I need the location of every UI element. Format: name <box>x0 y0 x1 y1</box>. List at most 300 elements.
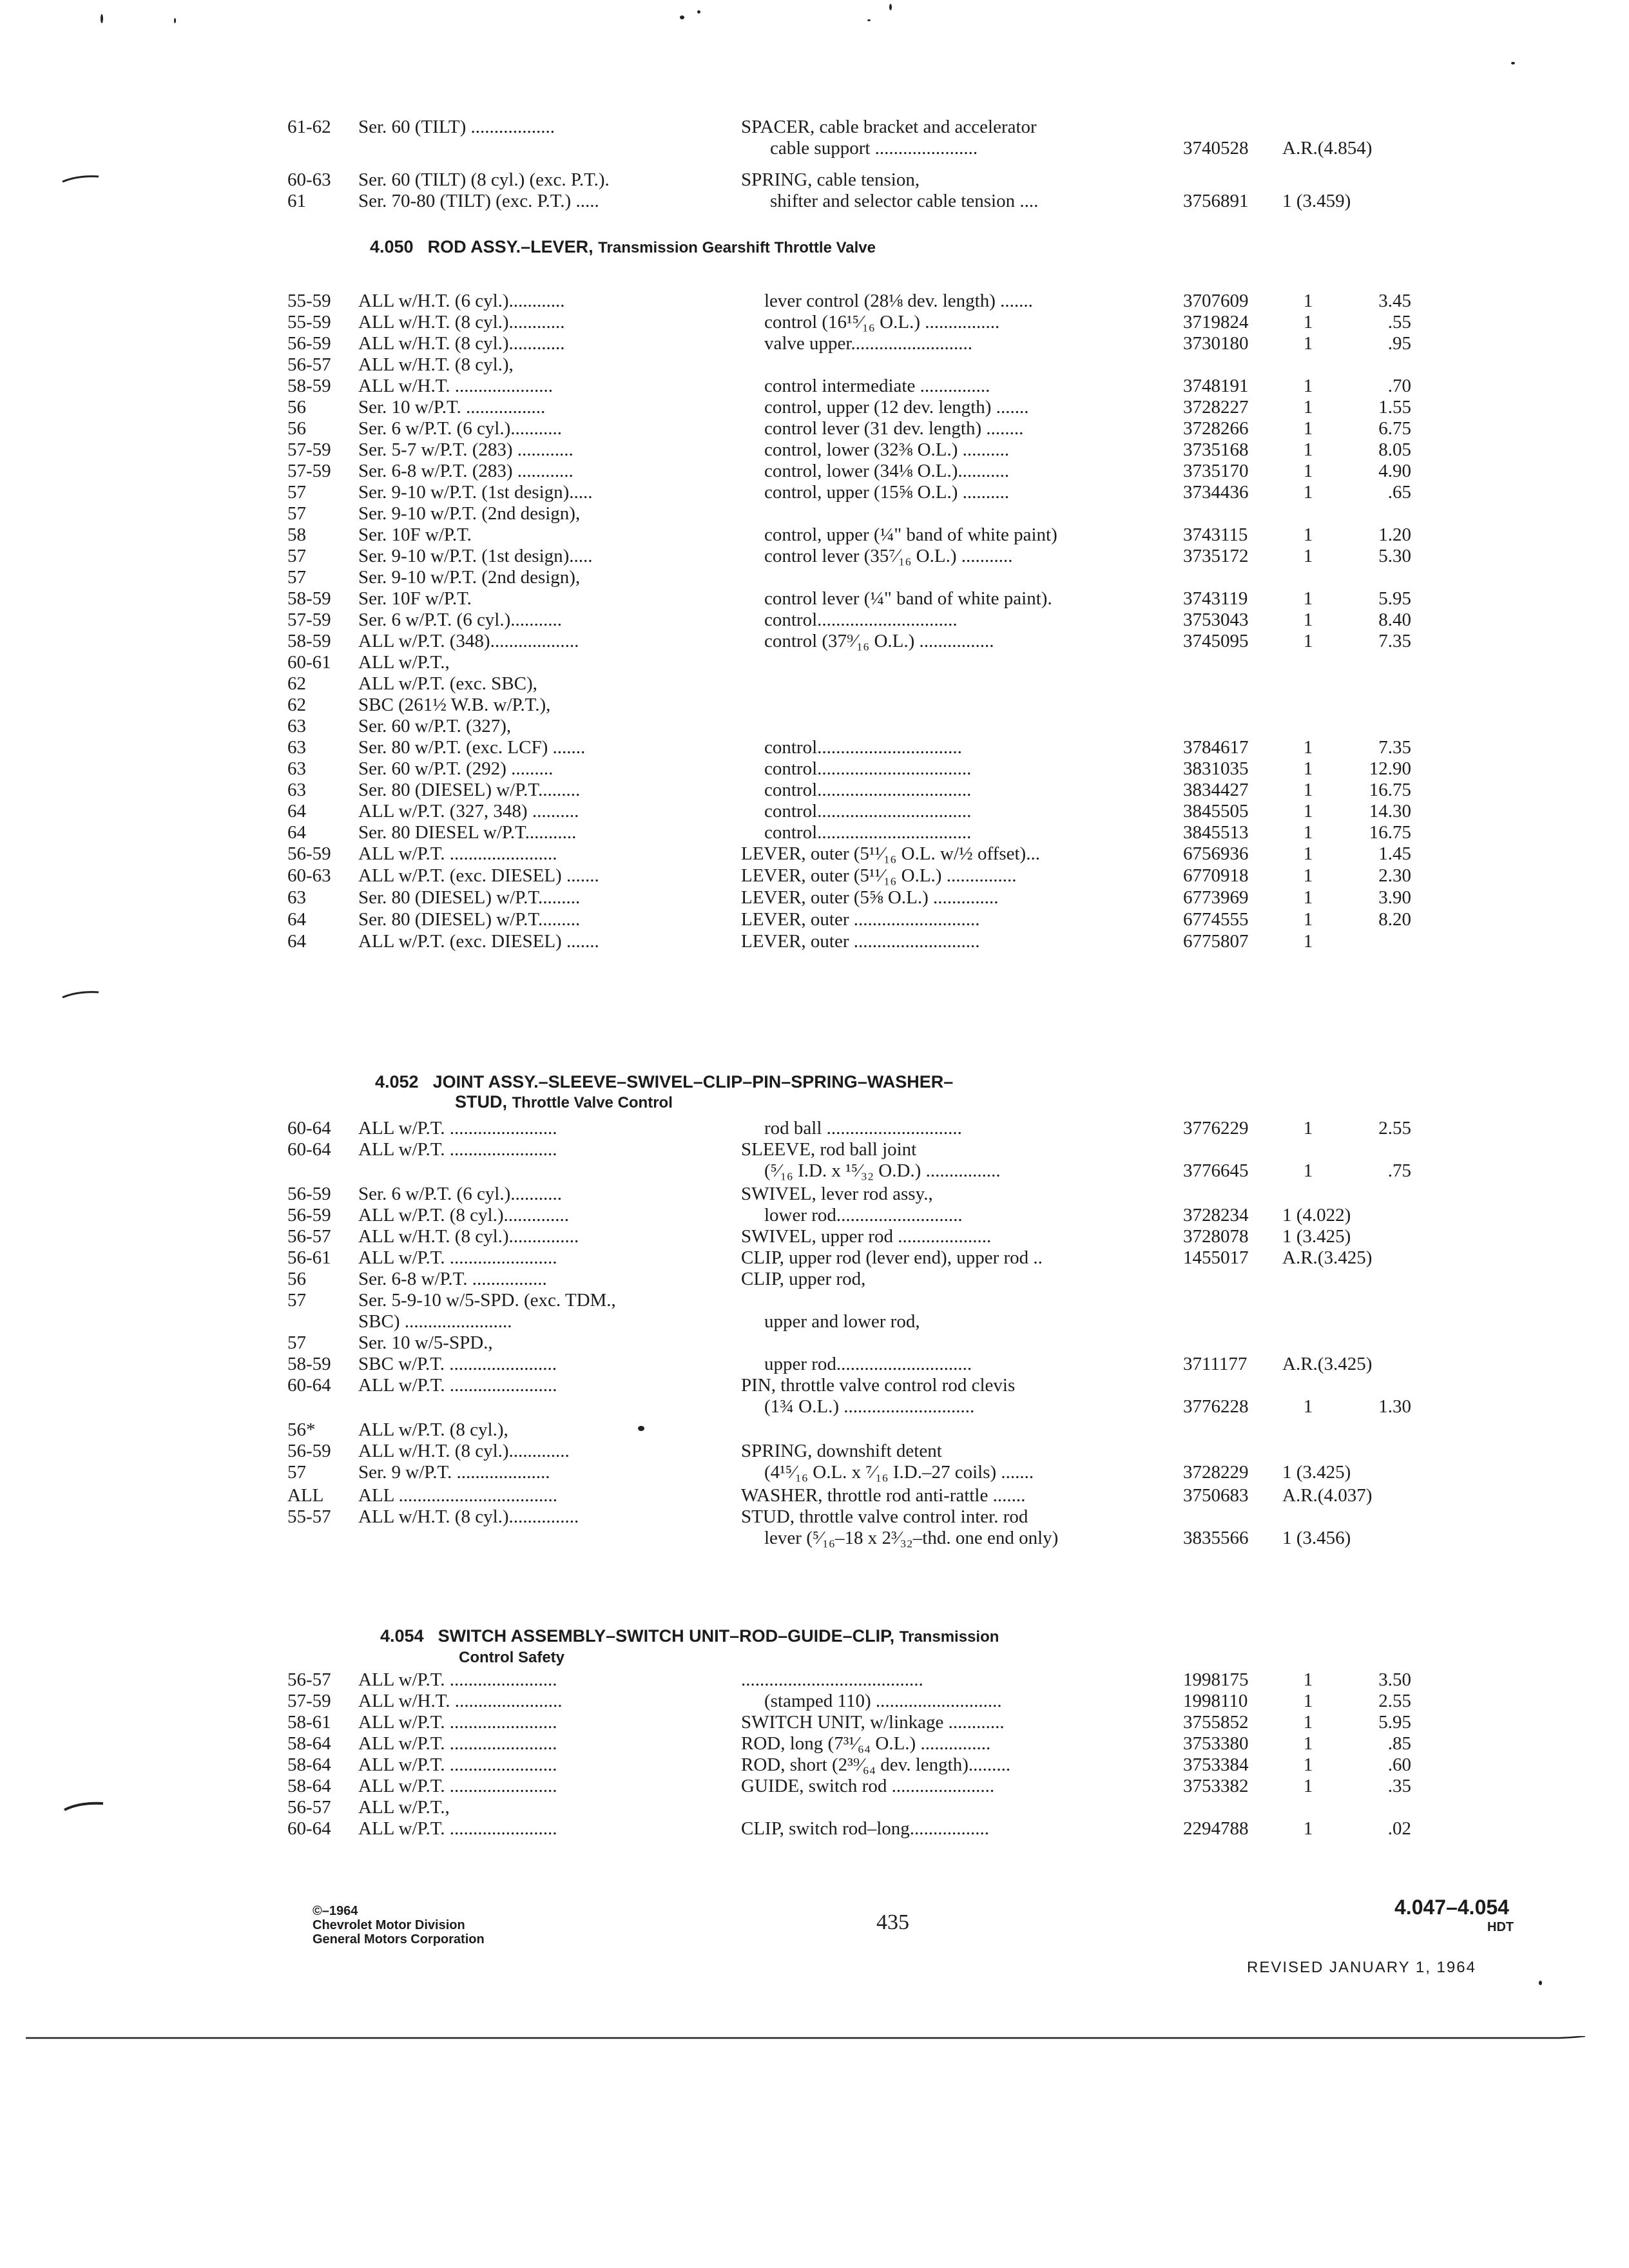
year-cell: 57-59 <box>287 1691 331 1711</box>
table-row <box>0 1311 1629 1332</box>
table-row <box>0 758 1629 780</box>
scan-speck <box>174 18 176 23</box>
description-cell: ROD, short (2³⁹⁄₆₄ dev. length)......... <box>741 1754 1011 1775</box>
description-cell: LEVER, outer (5⅝ O.L.) .............. <box>741 887 999 908</box>
year-cell: 56-59 <box>287 843 331 864</box>
description-cell: (stamped 110) ........................... <box>764 1691 1002 1711</box>
table-row <box>0 545 1629 567</box>
page-number: 435 <box>876 1910 909 1934</box>
part-number-cell: 3728266 <box>1183 418 1249 439</box>
year-cell: 63 <box>287 887 306 908</box>
quantity-cell: 1 (4.022) <box>1282 1205 1351 1225</box>
year-cell: 58-61 <box>287 1712 331 1733</box>
description-cell: lever (⁵⁄₁₆–18 x 2³⁄₃₂–thd. one end only) <box>764 1528 1059 1548</box>
part-number-cell: 3845513 <box>1183 822 1249 843</box>
model-cell: Ser. 80 DIESEL w/P.T........... <box>358 822 577 843</box>
quantity-cell: 1 <box>1303 1818 1313 1839</box>
model-cell: ALL w/H.T. (8 cyl.)............. <box>358 1441 570 1461</box>
price-cell: .65 <box>1387 482 1411 503</box>
model-cell: ALL w/H.T. (8 cyl.)............ <box>358 333 565 354</box>
table-row <box>0 1289 1629 1311</box>
price-cell: 14.30 <box>1369 801 1411 822</box>
model-cell: ALL w/P.T. (348)................... <box>358 631 579 651</box>
section-title: JOINT ASSY.–SLEEVE–SWIVEL–CLIP–PIN–SPRING–WASHER– <box>432 1072 954 1091</box>
year-cell: 56-59 <box>287 1184 331 1204</box>
description-cell: control lever (31 dev. length) ........ <box>764 418 1024 439</box>
model-cell: Ser. 6 w/P.T. (6 cyl.)........... <box>358 1184 563 1204</box>
description-cell: SLEEVE, rod ball joint <box>741 1139 917 1160</box>
section-number: 4.054 <box>380 1626 424 1646</box>
section-title: ROD ASSY.–LEVER, <box>427 237 593 256</box>
table-row <box>0 930 1629 952</box>
price-cell: 4.90 <box>1378 461 1411 481</box>
model-cell: ALL w/H.T. (8 cyl.), <box>358 354 514 375</box>
description-cell: LEVER, outer (5¹¹⁄₁₆ O.L. w/½ offset)... <box>741 843 1040 864</box>
description-cell: SWIVEL, upper rod .................... <box>741 1226 992 1247</box>
table-row <box>0 1733 1629 1754</box>
publisher-corporation: General Motors Corporation <box>313 1932 485 1946</box>
description-cell: ....................................... <box>741 1669 923 1690</box>
price-cell: 5.95 <box>1378 588 1411 609</box>
description-cell: control................................. <box>764 758 972 779</box>
model-cell: SBC) ....................... <box>358 1311 512 1332</box>
quantity-cell: 1 <box>1303 397 1313 418</box>
price-cell: .55 <box>1387 312 1411 332</box>
model-cell: Ser. 60 (TILT) (8 cyl.) (exc. P.T.). <box>358 169 610 190</box>
description-cell: SPRING, downshift detent <box>741 1441 942 1461</box>
table-row <box>0 1775 1629 1797</box>
quantity-cell: A.R.(4.037) <box>1282 1485 1373 1506</box>
scan-speck <box>697 10 700 14</box>
price-cell: 1.55 <box>1378 397 1411 418</box>
model-cell: ALL w/P.T. (327, 348) .......... <box>358 801 579 822</box>
part-number-cell: 3735172 <box>1183 546 1249 566</box>
model-cell: SBC (261½ W.B. w/P.T.), <box>358 695 551 715</box>
description-cell: control, upper (15⅝ O.L.) .......... <box>764 482 1010 503</box>
table-row <box>0 1669 1629 1691</box>
price-cell: 2.55 <box>1378 1118 1411 1139</box>
table-row <box>0 779 1629 801</box>
table-row <box>0 822 1629 843</box>
description-cell: lower rod........................... <box>764 1205 963 1225</box>
model-cell: Ser. 9-10 w/P.T. (1st design)..... <box>358 482 593 503</box>
year-cell: 60-64 <box>287 1375 331 1396</box>
bottom-rule <box>26 2036 1585 2040</box>
year-cell: 63 <box>287 780 306 800</box>
model-cell: Ser. 80 (DIESEL) w/P.T......... <box>358 887 581 908</box>
year-cell: 56 <box>287 418 306 439</box>
description-cell: CLIP, switch rod–long................. <box>741 1818 990 1839</box>
model-cell: ALL w/P.T. ....................... <box>358 1754 557 1775</box>
description-cell: control lever (¼" band of white paint). <box>764 588 1052 609</box>
quantity-cell: 1 <box>1303 931 1313 952</box>
price-cell: .95 <box>1387 333 1411 354</box>
year-cell: 64 <box>287 931 306 952</box>
quantity-cell: 1 <box>1303 780 1313 800</box>
table-row <box>0 396 1629 418</box>
model-cell: Ser. 6-8 w/P.T. ................ <box>358 1269 547 1289</box>
part-number-cell: 3784617 <box>1183 737 1249 758</box>
year-cell: 55-59 <box>287 312 331 332</box>
part-number-cell: 3845505 <box>1183 801 1249 822</box>
year-cell: 58 <box>287 524 306 545</box>
part-number-cell: 2294788 <box>1183 1818 1249 1839</box>
table-row <box>0 1419 1629 1441</box>
table-row <box>0 865 1629 887</box>
model-cell: Ser. 60 w/P.T. (327), <box>358 716 512 736</box>
year-cell: 57 <box>287 1332 306 1353</box>
price-cell: 3.50 <box>1378 1669 1411 1690</box>
model-cell: Ser. 9-10 w/P.T. (1st design)..... <box>358 546 593 566</box>
scan-speck <box>1511 62 1515 64</box>
price-cell: 6.75 <box>1378 418 1411 439</box>
table-row <box>0 1183 1629 1205</box>
quantity-cell: A.R.(4.854) <box>1282 138 1373 159</box>
year-cell: 57 <box>287 482 306 503</box>
year-cell: 58-64 <box>287 1776 331 1796</box>
description-cell: lever control (28⅛ dev. length) ....... <box>764 291 1033 311</box>
quantity-cell: 1 <box>1303 909 1313 930</box>
description-cell: control, upper (12 dev. length) ....... <box>764 397 1029 418</box>
section-number: 4.050 <box>370 237 414 256</box>
year-cell: 58-59 <box>287 631 331 651</box>
model-cell: Ser. 80 (DIESEL) w/P.T......... <box>358 909 581 930</box>
description-cell: cable support ...................... <box>770 138 978 159</box>
description-cell: CLIP, upper rod (lever end), upper rod .. <box>741 1247 1043 1268</box>
model-cell: Ser. 10 w/P.T. ................. <box>358 397 546 418</box>
margin-mark <box>63 1801 104 1811</box>
year-cell: 63 <box>287 737 306 758</box>
table-row <box>0 673 1629 695</box>
table-row <box>0 1247 1629 1269</box>
table-row <box>0 332 1629 354</box>
part-number-cell: 3728229 <box>1183 1462 1249 1483</box>
year-cell: 62 <box>287 673 306 694</box>
table-row <box>0 566 1629 588</box>
section-subtitle-cont: Control Safety <box>459 1649 565 1666</box>
quantity-cell: 1 <box>1303 333 1313 354</box>
description-cell: control (16¹⁵⁄₁₆ O.L.) ................ <box>764 312 1000 332</box>
model-cell: ALL w/P.T. ....................... <box>358 1375 557 1396</box>
model-cell: ALL w/P.T. ....................... <box>358 1247 557 1268</box>
quantity-cell: A.R.(3.425) <box>1282 1354 1373 1374</box>
revision-date: REVISED JANUARY 1, 1964 <box>1247 1959 1476 1976</box>
section-heading-4050 <box>370 236 876 259</box>
model-cell: ALL w/P.T. (8 cyl.), <box>358 1419 508 1440</box>
table-row <box>0 169 1629 191</box>
description-cell: PIN, throttle valve control rod clevis <box>741 1375 1016 1396</box>
model-cell: ALL w/P.T. ....................... <box>358 1118 557 1139</box>
table-row <box>0 1225 1629 1247</box>
model-cell: Ser. 6-8 w/P.T. (283) ............ <box>358 461 574 481</box>
section-heading-4052-cont <box>455 1091 673 1114</box>
description-cell: control................................. <box>764 780 972 800</box>
model-cell: ALL w/P.T. ....................... <box>358 1733 557 1754</box>
quantity-cell: 1 <box>1303 524 1313 545</box>
section-heading-4054-cont <box>459 1646 564 1669</box>
model-cell: ALL w/H.T. (6 cyl.)............ <box>358 291 565 311</box>
scan-speck <box>1539 1981 1542 1985</box>
table-row <box>0 843 1629 865</box>
year-cell: 55-57 <box>287 1506 331 1527</box>
part-number-cell: 6775807 <box>1183 931 1249 952</box>
table-row <box>0 1139 1629 1160</box>
table-row <box>0 1332 1629 1354</box>
price-cell: 3.90 <box>1378 887 1411 908</box>
price-cell: 7.35 <box>1378 737 1411 758</box>
model-cell: ALL w/P.T. ....................... <box>358 1712 557 1733</box>
table-row <box>0 630 1629 652</box>
description-cell: control lever (35⁷⁄₁₆ O.L.) ........... <box>764 546 1013 566</box>
part-number-cell: 3748191 <box>1183 376 1249 396</box>
part-number-cell: 3743119 <box>1183 588 1248 609</box>
price-cell: 16.75 <box>1369 780 1411 800</box>
table-row <box>0 1461 1629 1483</box>
description-cell: rod ball ............................. <box>764 1118 962 1139</box>
part-number-cell: 3743115 <box>1183 524 1248 545</box>
description-cell: GUIDE, switch rod ...................... <box>741 1776 995 1796</box>
description-cell: LEVER, outer ........................... <box>741 931 980 952</box>
description-cell: valve upper.......................... <box>764 333 972 354</box>
table-row <box>0 503 1629 524</box>
model-cell: ALL w/P.T. (exc. DIESEL) ....... <box>358 931 599 952</box>
year-cell: 57 <box>287 1462 306 1483</box>
price-cell: 2.55 <box>1378 1691 1411 1711</box>
table-row <box>0 588 1629 610</box>
part-number-cell: 3750683 <box>1183 1485 1249 1506</box>
section-number: 4.052 <box>375 1072 419 1091</box>
description-cell: (⁵⁄₁₆ I.D. x ¹⁵⁄₃₂ O.D.) ................ <box>764 1160 1001 1181</box>
table-row <box>0 1268 1629 1290</box>
description-cell: control, upper (¼" band of white paint) <box>764 524 1057 545</box>
quantity-cell: 1 <box>1303 737 1313 758</box>
model-cell: Ser. 6 w/P.T. (6 cyl.)........... <box>358 610 563 630</box>
year-cell: 60-64 <box>287 1139 331 1160</box>
part-number-cell: 6770918 <box>1183 865 1249 886</box>
margin-mark <box>61 174 100 183</box>
price-cell: 5.30 <box>1378 546 1411 566</box>
part-number-cell: 3735168 <box>1183 439 1249 460</box>
description-cell: upper and lower rod, <box>764 1311 920 1332</box>
description-cell: control intermediate ............... <box>764 376 990 396</box>
model-cell: ALL w/P.T. ....................... <box>358 1139 557 1160</box>
price-cell: 1.20 <box>1378 524 1411 545</box>
year-cell: 56 <box>287 1269 306 1289</box>
table-row <box>0 1527 1629 1549</box>
scan-speck <box>867 19 871 21</box>
table-row <box>0 439 1629 461</box>
price-cell: 3.45 <box>1378 291 1411 311</box>
quantity-cell: 1 <box>1303 1160 1313 1181</box>
part-number-cell: 3756891 <box>1183 191 1249 211</box>
table-row <box>0 1117 1629 1139</box>
quantity-cell: 1 <box>1303 376 1313 396</box>
description-cell: SWIVEL, lever rod assy., <box>741 1184 933 1204</box>
year-cell: 57-59 <box>287 610 331 630</box>
year-cell: 56-57 <box>287 1226 331 1247</box>
year-cell: ALL <box>287 1485 324 1506</box>
table-row <box>0 375 1629 397</box>
price-cell: 1.45 <box>1378 843 1411 864</box>
model-cell: ALL w/P.T. ....................... <box>358 1669 557 1690</box>
table-row <box>0 1396 1629 1418</box>
table-row <box>0 190 1629 212</box>
year-cell: 56-57 <box>287 1669 331 1690</box>
part-number-cell: 3719824 <box>1183 312 1249 332</box>
part-number-cell: 1455017 <box>1183 1247 1249 1268</box>
year-cell: 57 <box>287 546 306 566</box>
part-number-cell: 3776229 <box>1183 1118 1249 1139</box>
year-cell: 60-61 <box>287 652 331 673</box>
description-cell: control, lower (34⅛ O.L.)........... <box>764 461 1010 481</box>
year-cell: 56-57 <box>287 1797 331 1818</box>
table-row <box>0 460 1629 482</box>
year-cell: 61-62 <box>287 117 331 137</box>
quantity-cell: 1 (3.425) <box>1282 1226 1351 1247</box>
quantity-cell: 1 <box>1303 461 1313 481</box>
table-row <box>0 715 1629 737</box>
model-cell: Ser. 5-7 w/P.T. (283) ............ <box>358 439 574 460</box>
table-row <box>0 116 1629 138</box>
year-cell: 56-61 <box>287 1247 331 1268</box>
scan-speck <box>101 14 103 23</box>
table-row <box>0 694 1629 716</box>
table-row <box>0 908 1629 930</box>
part-number-cell: 3707609 <box>1183 291 1249 311</box>
year-cell: 57 <box>287 503 306 524</box>
model-cell: ALL w/H.T. (8 cyl.)............ <box>358 312 565 332</box>
price-cell: 8.40 <box>1378 610 1411 630</box>
quantity-cell: 1 <box>1303 1118 1313 1139</box>
year-cell: 57-59 <box>287 439 331 460</box>
table-row <box>0 800 1629 822</box>
year-cell: 56-57 <box>287 354 331 375</box>
part-number-cell: 3711177 <box>1183 1354 1248 1374</box>
price-cell: .60 <box>1387 1754 1411 1775</box>
description-cell: control, lower (32⅜ O.L.) .......... <box>764 439 1010 460</box>
section-subtitle: Transmission <box>899 1628 999 1646</box>
year-cell: 64 <box>287 909 306 930</box>
publisher-division: Chevrolet Motor Division <box>313 1918 465 1932</box>
model-cell: ALL w/P.T. (exc. SBC), <box>358 673 537 694</box>
price-cell: .02 <box>1387 1818 1411 1839</box>
model-cell: SBC w/P.T. ....................... <box>358 1354 557 1374</box>
year-cell: 60-63 <box>287 169 331 190</box>
year-cell: 56-59 <box>287 1205 331 1225</box>
description-cell: (1¾ O.L.) ............................ <box>764 1396 975 1417</box>
price-cell: 12.90 <box>1369 758 1411 779</box>
table-row <box>0 1506 1629 1528</box>
price-cell: .35 <box>1387 1776 1411 1796</box>
model-cell: ALL w/H.T. ....................... <box>358 1691 563 1711</box>
model-cell: Ser. 9-10 w/P.T. (2nd design), <box>358 567 581 588</box>
part-number-cell: 3735170 <box>1183 461 1249 481</box>
year-cell: 57-59 <box>287 461 331 481</box>
description-cell: control (37⁹⁄₁₆ O.L.) ................ <box>764 631 994 651</box>
part-number-cell: 3753043 <box>1183 610 1249 630</box>
description-cell: control............................... <box>764 737 962 758</box>
year-cell: 60-64 <box>287 1818 331 1839</box>
part-number-cell: 3776645 <box>1183 1160 1249 1181</box>
quantity-cell: 1 <box>1303 482 1313 503</box>
description-cell: LEVER, outer (5¹¹⁄₁₆ O.L.) ............... <box>741 865 1017 886</box>
quantity-cell: 1 <box>1303 801 1313 822</box>
quantity-cell: 1 <box>1303 843 1313 864</box>
description-cell: control.............................. <box>764 610 958 630</box>
table-row <box>0 1440 1629 1462</box>
margin-mark <box>61 990 100 999</box>
model-cell: ALL w/P.T. (8 cyl.).............. <box>358 1205 570 1225</box>
model-cell: ALL w/P.T., <box>358 1797 450 1818</box>
part-number-cell: 3831035 <box>1183 758 1249 779</box>
table-row <box>0 1754 1629 1776</box>
table-row <box>0 354 1629 376</box>
model-cell: ALL w/P.T. ....................... <box>358 1776 557 1796</box>
quantity-cell: 1 <box>1303 1669 1313 1690</box>
model-cell: Ser. 80 w/P.T. (exc. LCF) ....... <box>358 737 586 758</box>
year-cell: 60-64 <box>287 1118 331 1139</box>
table-row <box>0 609 1629 631</box>
table-row <box>0 1374 1629 1396</box>
part-number-cell: 3753384 <box>1183 1754 1249 1775</box>
table-row <box>0 1711 1629 1733</box>
table-row <box>0 651 1629 673</box>
table-row <box>0 290 1629 312</box>
quantity-cell: 1 <box>1303 312 1313 332</box>
year-cell: 57 <box>287 1290 306 1311</box>
quantity-cell: 1 <box>1303 1691 1313 1711</box>
model-cell: Ser. 80 (DIESEL) w/P.T......... <box>358 780 581 800</box>
part-number-cell: 3835566 <box>1183 1528 1249 1548</box>
year-cell: 56* <box>287 1419 316 1440</box>
quantity-cell: 1 <box>1303 865 1313 886</box>
quantity-cell: 1 <box>1303 1712 1313 1733</box>
description-cell: SPACER, cable bracket and accelerator <box>741 117 1037 137</box>
publisher-block <box>313 1904 485 1946</box>
model-cell: Ser. 9 w/P.T. .................... <box>358 1462 550 1483</box>
model-cell: Ser. 10 w/5-SPD., <box>358 1332 493 1353</box>
part-number-cell: 3776228 <box>1183 1396 1249 1417</box>
model-cell: Ser. 10F w/P.T. <box>358 588 472 609</box>
part-number-cell: 6756936 <box>1183 843 1249 864</box>
description-cell: shifter and selector cable tension .... <box>770 191 1039 211</box>
year-cell: 55-59 <box>287 291 331 311</box>
model-cell: Ser. 9-10 w/P.T. (2nd design), <box>358 503 581 524</box>
table-row <box>0 736 1629 758</box>
model-cell: ALL w/P.T. ....................... <box>358 843 557 864</box>
part-number-cell: 1998175 <box>1183 1669 1249 1690</box>
year-cell: 56 <box>287 397 306 418</box>
price-cell: 2.30 <box>1378 865 1411 886</box>
table-row <box>0 1796 1629 1818</box>
model-cell: ALL w/H.T. (8 cyl.)............... <box>358 1226 579 1247</box>
year-cell: 57 <box>287 567 306 588</box>
description-cell: SWITCH UNIT, w/linkage ............ <box>741 1712 1005 1733</box>
part-number-cell: 3755852 <box>1183 1712 1249 1733</box>
model-cell: Ser. 60 w/P.T. (292) ......... <box>358 758 554 779</box>
part-number-cell: 6773969 <box>1183 887 1249 908</box>
quantity-cell: 1 <box>1303 439 1313 460</box>
table-row <box>0 1690 1629 1712</box>
part-number-cell: 3745095 <box>1183 631 1249 651</box>
description-cell: control................................. <box>764 801 972 822</box>
model-cell: ALL .................................. <box>358 1485 558 1506</box>
description-cell: CLIP, upper rod, <box>741 1269 866 1289</box>
quantity-cell: 1 <box>1303 1733 1313 1754</box>
table-row <box>0 418 1629 439</box>
section-range: 4.047–4.054 <box>1394 1896 1509 1919</box>
description-cell: upper rod............................. <box>764 1354 972 1374</box>
